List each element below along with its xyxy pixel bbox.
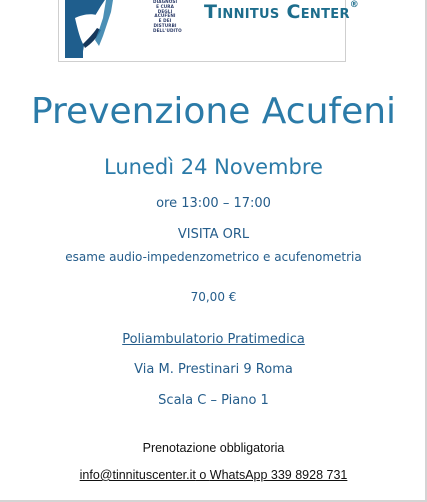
logo-brand-text: Tinnitus Center — [204, 1, 350, 23]
registered-mark: ® — [349, 0, 360, 10]
location-name-line — [0, 332, 427, 347]
exam-description: esame audio-impedenzometrico e acufenometria — [65, 250, 362, 264]
page-title: Prevenzione Acufeni — [30, 91, 397, 132]
booking-contact — [0, 468, 427, 482]
logo-tagline-line: E DEI DISTURBI — [153, 18, 177, 28]
location-floor: Scala C – Piano 1 — [158, 393, 269, 408]
price: 70,00 € — [190, 290, 237, 304]
logo-tagline-line: DEGLI ACUFENI — [154, 8, 176, 19]
tinnitus-center-logo-icon — [61, 0, 121, 58]
logo-tagline-line: DELL'UDITO — [153, 27, 182, 33]
visit-type: VISITA ORL — [177, 227, 250, 242]
whatsapp-link[interactable]: WhatsApp 339 8928 731 — [209, 468, 348, 482]
logo-tagline — [153, 0, 182, 58]
logo-tagline-line: DIAGNOSI — [153, 0, 178, 4]
contact-separator: o — [195, 468, 210, 482]
logo-banner — [58, 0, 360, 62]
logo-brand-name — [204, 1, 359, 23]
location-name-link[interactable]: Poliambulatorio Pratimedica — [122, 332, 305, 347]
location-address: Via M. Prestinari 9 Roma — [134, 362, 293, 377]
email-link[interactable]: info@tinnituscenter.it — [79, 468, 196, 482]
booking-note: Prenotazione obbligatoria — [142, 441, 285, 455]
logo-tagline-line: E CURA — [156, 3, 174, 9]
event-hours: ore 13:00 – 17:00 — [156, 196, 271, 211]
event-date: Lunedì 24 Novembre — [104, 155, 323, 179]
